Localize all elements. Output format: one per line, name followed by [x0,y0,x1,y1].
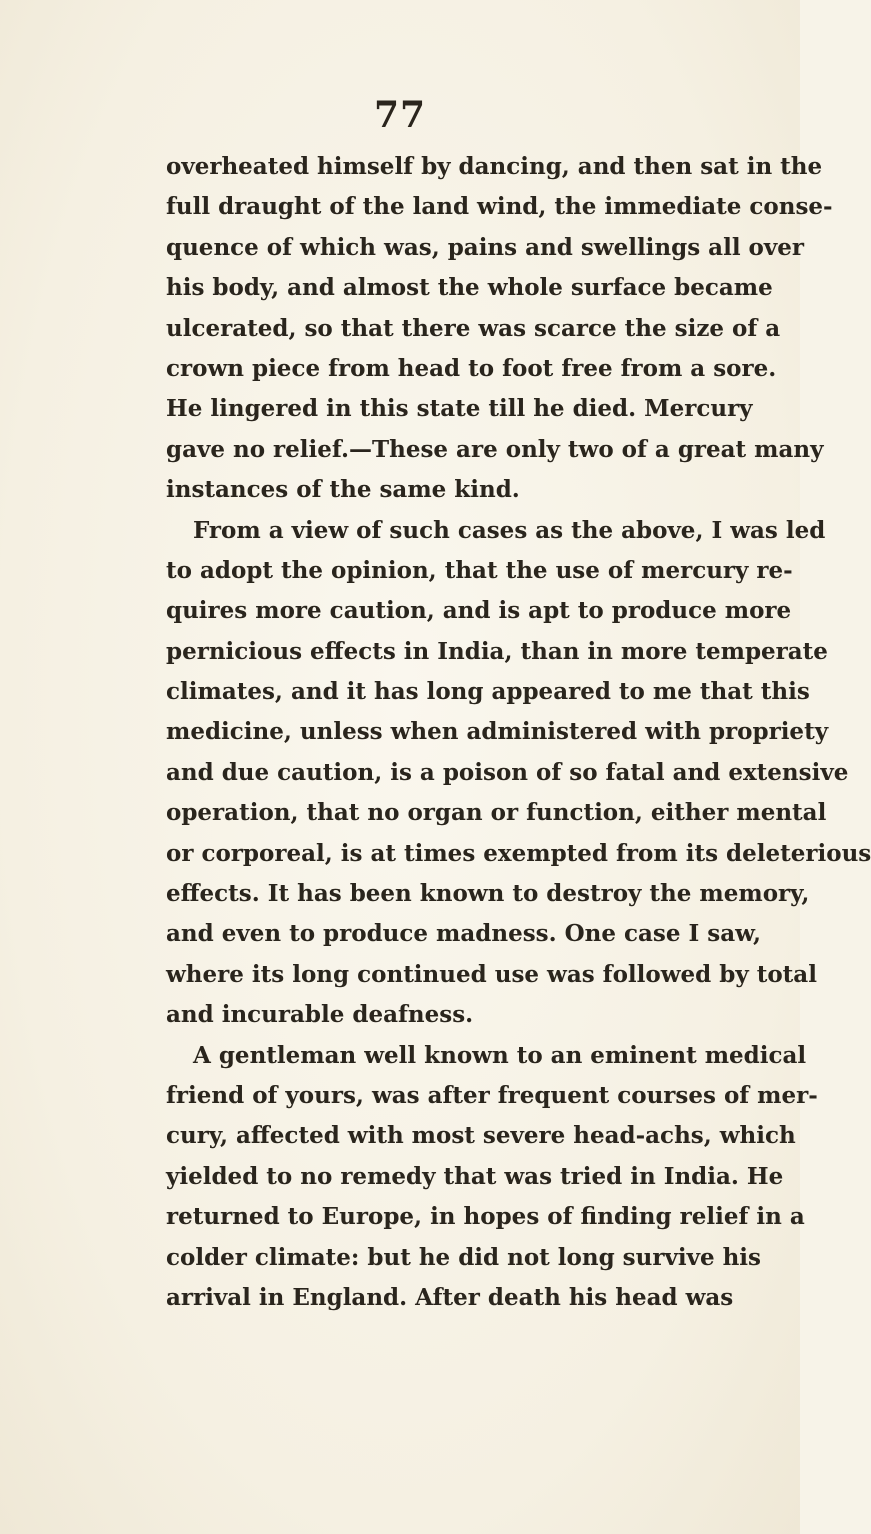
text-line: quires more caution, and is apt to produce more [166,597,792,625]
text-line: overheated himself by dancing, and then sat in the [166,153,823,180]
text-line: colder climate: but he did not long survive his [166,1243,761,1271]
text-line: to adopt the opinion, that the use of mercury re- [166,556,793,584]
page-number: 77 [373,94,427,136]
text-line: quence of which was, pains and swellings all over [166,233,805,261]
text-line: medicine, unless when administered with propriety [166,718,829,746]
text-line: or corporeal, is at times exempted from its deleterious [166,839,871,867]
text-line: operation, that no organ or function, either mental [166,799,827,827]
text-line: cury, affected with most severe head-achs, which [166,1122,796,1150]
paragraph-start-line: From a view of such cases as the above, I was led [193,516,826,544]
text-line: where its long continued use was followed by total [166,960,817,988]
text-line: pernicious effects in India, than in more temperate [166,637,828,665]
text-line: returned to Europe, in hopes of finding relief in a [166,1203,805,1231]
text-line: and due caution, is a poison of so fatal and extensive [166,758,849,786]
paragraph-end-line: and incurable deafness. [166,1001,474,1029]
text-line: full draught of the land wind, the immediate conse- [166,193,833,221]
body-text [166,147,871,1318]
text-line: effects. It has been known to destroy the memory, [166,880,810,908]
text-line: crown piece from head to foot free from a sore. [166,354,777,382]
paragraph-end-line: instances of the same kind. [166,476,520,504]
text-line: climates, and it has long appeared to me that this [166,678,810,706]
text-line: and even to produce madness. One case I saw, [166,920,762,948]
text-line: ulcerated, so that there was scarce the size of a [166,314,781,342]
text-line: gave no relief.—These are only two of a great many [166,435,824,463]
paragraph-start-line: A gentleman well known to an eminent medical [193,1041,807,1069]
text-line: friend of yours, was after frequent courses of mer- [166,1081,818,1109]
text-line: yielded to no remedy that was tried in India. He [166,1162,784,1190]
text-line: arrival in England. After death his head was [166,1283,734,1311]
text-line: his body, and almost the whole surface became [166,274,773,302]
text-line: He lingered in this state till he died. Mercury [166,395,753,423]
